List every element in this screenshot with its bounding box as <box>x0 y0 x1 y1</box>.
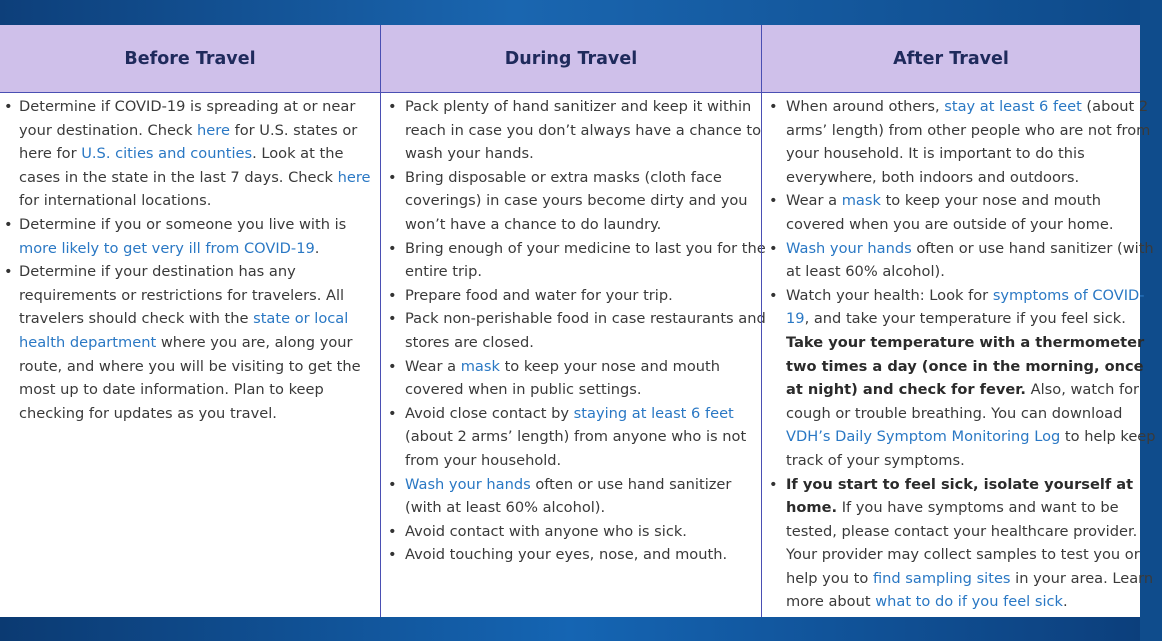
body-text: Watch your health: Look for <box>786 286 993 304</box>
bullet-dot-icon: • <box>388 522 397 540</box>
column-title: During Travel <box>504 48 638 69</box>
inline-link[interactable]: VDH’s Daily Symptom Monitoring Log <box>786 428 1061 446</box>
inline-link[interactable]: mask <box>841 192 881 210</box>
body-text: Pack plenty of hand sanitizer and keep it within reach in case you don’t always have a chance to wash your hands. <box>405 98 762 163</box>
bullet-dot-icon: • <box>388 475 397 493</box>
body-text: for international locations. <box>19 192 212 210</box>
list-item <box>381 284 769 308</box>
bottom-banner <box>0 617 1140 641</box>
list-item <box>0 95 380 213</box>
inline-link[interactable]: stay at least 6 feet <box>944 98 1082 115</box>
body-text: Wear a <box>405 357 461 375</box>
body-text: Bring disposable or extra masks (cloth face coverings) in case yours become dirty and you won’t have a chance to do laundry. <box>405 168 748 233</box>
inline-link[interactable]: Wash your hands <box>405 475 531 493</box>
column-title: After Travel <box>893 48 1009 69</box>
list-item <box>381 355 769 402</box>
inline-link[interactable]: U.S. cities and counties <box>81 145 253 163</box>
body-text: to help keep track of your symptoms. <box>786 428 1156 469</box>
body-text: . <box>314 239 320 257</box>
bullet-dot-icon: • <box>388 98 397 115</box>
bullet-dot-icon: • <box>388 546 397 564</box>
list-item <box>381 95 769 166</box>
bullet-list <box>762 93 1162 614</box>
list-item <box>381 166 769 237</box>
body-text: in your area. Learn more about <box>786 569 1154 611</box>
bullet-dot-icon: • <box>769 239 778 257</box>
body-text: for U.S. states or here for <box>19 121 358 163</box>
list-item <box>381 520 769 544</box>
bullet-dot-icon: • <box>769 98 778 115</box>
bullet-dot-icon: • <box>388 404 397 422</box>
inline-link[interactable]: symptoms of COVID-19 <box>786 286 1145 328</box>
bullet-dot-icon: • <box>4 215 13 233</box>
body-text: If you have symptoms and want to be tested, please contact your healthcare provider. Your provider may collect samples to test you or help you to <box>786 499 1140 587</box>
body-text: Avoid touching your eyes, nose, and mouth. <box>405 546 728 564</box>
list-item <box>762 473 1162 615</box>
inline-link[interactable]: more likely to get very ill from COVID-19 <box>19 239 315 257</box>
list-item <box>762 284 1162 473</box>
body-text: often or use hand sanitizer (with at least 60% alcohol). <box>405 475 732 517</box>
column-title: Before Travel <box>124 48 256 69</box>
bullet-dot-icon: • <box>4 98 13 115</box>
bullet-dot-icon: • <box>769 192 778 210</box>
bullet-dot-icon: • <box>388 168 397 186</box>
list-item <box>381 473 769 520</box>
inline-link[interactable]: what to do if you feel sick <box>875 593 1064 611</box>
column-header <box>0 25 380 93</box>
bullet-dot-icon: • <box>388 239 397 257</box>
inline-link[interactable]: find sampling sites <box>872 569 1011 587</box>
body-text: where you are, along your route, and where you will be visiting to get the most up to date information. Plan to keep checking for updates as you travel. <box>19 333 361 422</box>
inline-link[interactable]: here <box>197 121 230 139</box>
body-text: , and take your temperature if you feel sick. <box>804 310 1126 328</box>
bullet-dot-icon: • <box>4 263 13 281</box>
inline-link[interactable]: state or local health department <box>19 310 349 351</box>
body-text: Determine if COVID-19 is spreading at or near your destination. Check <box>19 98 356 139</box>
inline-link[interactable]: here <box>337 168 371 186</box>
list-item <box>762 95 1162 189</box>
column-during-travel <box>380 25 766 617</box>
bullet-list <box>0 93 380 425</box>
bullet-dot-icon: • <box>388 357 397 375</box>
body-text: Also, watch for cough or trouble breathing. You can download <box>786 381 1140 422</box>
body-text: . <box>1063 593 1068 611</box>
bullet-dot-icon: • <box>769 475 778 493</box>
column-header <box>762 25 1140 93</box>
body-text: When around others, <box>786 98 945 115</box>
body-text: . Look at the cases in the state in the last 7 days. Check <box>19 145 344 186</box>
inline-link[interactable]: staying at least 6 feet <box>573 404 734 422</box>
list-item <box>381 237 769 284</box>
travel-guidance-table <box>0 25 1156 617</box>
emphasis-text: Take your temperature with a thermometer two times a day (once in the morning, once at night) and check for fever. <box>786 333 1145 399</box>
emphasis-text: If you start to feel sick, isolate yourself at home. <box>786 475 1134 517</box>
bullet-dot-icon: • <box>388 310 397 328</box>
body-text: to keep your nose and mouth covered when you are outside of your home. <box>786 192 1114 233</box>
body-text: Avoid contact with anyone who is sick. <box>405 522 687 540</box>
inline-link[interactable]: Wash your hands <box>786 239 912 257</box>
bullet-list <box>381 93 769 567</box>
body-text: Prepare food and water for your trip. <box>405 286 673 304</box>
body-text: often or use hand sanitizer (with at least 60% alcohol). <box>786 239 1154 281</box>
body-text: Determine if you or someone you live with is <box>19 215 347 233</box>
list-item <box>381 402 769 473</box>
body-text: Determine if your destination has any requirements or restrictions for travelers. All travelers should check with the <box>19 263 345 328</box>
list-item <box>0 213 380 260</box>
bullet-dot-icon: • <box>388 286 397 304</box>
list-item <box>762 237 1162 284</box>
list-item <box>0 260 380 425</box>
body-text: Pack non-perishable food in case restaurants and stores are closed. <box>405 310 766 351</box>
list-item <box>762 189 1162 236</box>
body-text: (about 2 arms’ length) from other people who are not from your household. It is important to do this everywhere, both indoors and outdoors. <box>786 98 1151 186</box>
bullet-dot-icon: • <box>769 286 778 304</box>
top-banner <box>0 0 1140 25</box>
column-before-travel <box>0 25 380 617</box>
body-text: (about 2 arms’ length) from anyone who is not from your household. <box>405 428 747 469</box>
inline-link[interactable]: mask <box>460 357 500 375</box>
body-text: Avoid close contact by <box>405 404 574 422</box>
body-text: Bring enough of your medicine to last you for the entire trip. <box>405 239 766 281</box>
body-text: Wear a <box>786 192 842 210</box>
list-item <box>381 307 769 354</box>
column-header <box>381 25 761 93</box>
body-text: to keep your nose and mouth covered when in public settings. <box>405 357 720 399</box>
column-after-travel <box>761 25 1156 617</box>
list-item <box>381 543 769 567</box>
